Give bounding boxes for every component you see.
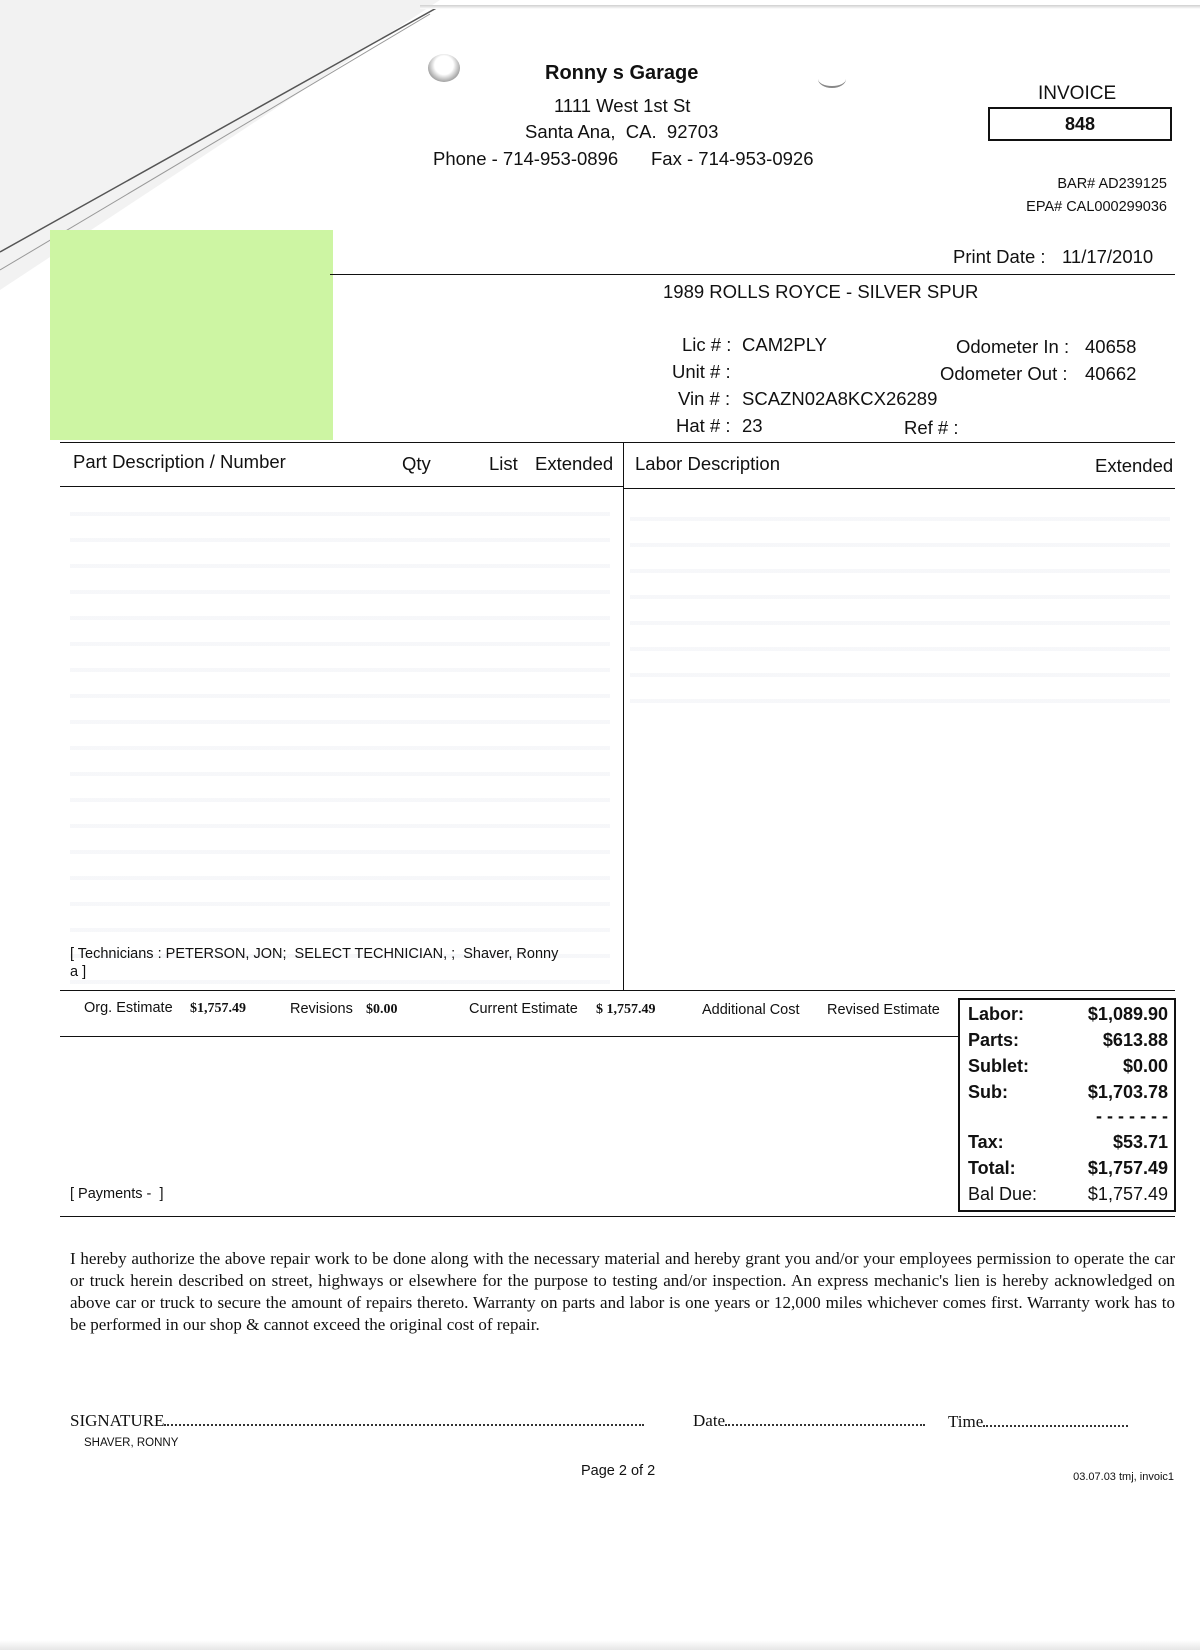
current-estimate-label: Current Estimate [469, 1001, 578, 1017]
vehicle-title: 1989 ROLLS ROYCE - SILVER SPUR [663, 281, 979, 302]
print-date: 11/17/2010 [1062, 246, 1154, 267]
technicians-line-1: [ Technicians : PETERSON, JON; SELECT TECHNICIAN, ; Shaver, Ronny [70, 946, 559, 962]
form-code: 03.07.03 tmj, invoic1 [1073, 1471, 1174, 1483]
additional-cost-label: Additional Cost [702, 1002, 800, 1018]
invoice-number: 848 [988, 107, 1172, 141]
epa-number: EPA# CAL000299036 [1026, 199, 1167, 215]
totals-bal-due-value: $1,757.49 [1087, 1184, 1168, 1204]
col-qty: Qty [402, 453, 431, 474]
odometer-out-value: 40662 [1085, 363, 1137, 384]
time-field [948, 1411, 1128, 1432]
col-labor-extended: Extended [1095, 455, 1174, 476]
totals-sub-label: Sub: [968, 1082, 1008, 1102]
authorization-text: I hereby authorize the above repair work to be done along with the necessary material and hereby grant you and/or your employees permission to operate the car or truck herein described on street, highways or elsewhere for the purpose to testing and/or inspection. An express mechanic's lien is hereby acknowledged on above car or truck to secure the amount of repairs thereto. Warranty on parts and labor is one years or 12,000 miles whichever comes first. Warranty work has to be performed in our shop & cannot exceed the original cost of repair. [70, 1249, 1175, 1334]
bar-number: BAR# AD239125 [1057, 176, 1167, 192]
vin-label: Vin # : [678, 388, 731, 409]
org-estimate-value: $1,757.49 [190, 1001, 246, 1016]
sticky-note [50, 230, 333, 440]
hat-value: 23 [742, 415, 763, 436]
col-part-description: Part Description / Number [73, 451, 286, 472]
shop-city: Santa Ana, CA. 92703 [525, 121, 719, 142]
punch-hole-left [428, 54, 460, 82]
shop-fax: Fax - 714-953-0926 [651, 148, 814, 169]
totals-sublet-label: Sublet: [968, 1056, 1029, 1076]
totals-box [958, 998, 1176, 1212]
signer-name: SHAVER, RONNY [84, 1437, 179, 1449]
punch-hole-right [818, 70, 846, 88]
ref-label: Ref # : [904, 417, 959, 438]
hat-label: Hat # : [676, 415, 731, 436]
odometer-in-label: Odometer In : [956, 336, 1070, 357]
lic-label: Lic # : [682, 334, 732, 355]
totals-labor-label: Labor: [968, 1004, 1024, 1024]
org-estimate-label: Org. Estimate [84, 1000, 173, 1016]
shop-name: Ronny s Garage [545, 62, 699, 84]
revised-estimate-label: Revised Estimate [827, 1002, 940, 1018]
totals-total-label: Total: [968, 1158, 1016, 1178]
time-label: Time [948, 1412, 984, 1431]
totals-labor-value: $1,089.90 [1087, 1004, 1168, 1024]
odometer-in-value: 40658 [1085, 336, 1137, 357]
time-dotted-line [983, 1411, 1128, 1427]
technicians-line-2: a ] [70, 964, 87, 980]
columns-header-rule-right [623, 488, 1175, 489]
current-estimate-value: $ 1,757.49 [596, 1002, 656, 1017]
columns-top-rule [60, 442, 1175, 443]
totals-parts-value: $613.88 [1102, 1030, 1168, 1050]
payments-note: [ Payments - ] [70, 1186, 164, 1202]
date-dotted-line [725, 1410, 925, 1426]
bottom-edge-shadow [0, 1640, 1200, 1650]
col-labor-description: Labor Description [635, 453, 780, 474]
signature-label-text: SIGNATURE [70, 1411, 165, 1430]
signature-dotted-line [164, 1410, 644, 1426]
totals-total-value: $1,757.49 [1087, 1158, 1168, 1178]
columns-header-rule [60, 486, 623, 487]
top-edge-shadow [420, 5, 1200, 9]
page-number: Page 2 of 2 [581, 1463, 656, 1479]
parts-labor-divider [623, 442, 624, 990]
totals-bal-due-label: Bal Due: [968, 1184, 1038, 1204]
print-date-label: Print Date : [953, 246, 1046, 267]
bleed-through-parts [70, 490, 610, 990]
totals-sublet-value: $0.00 [1122, 1056, 1168, 1076]
payments-bottom-rule [60, 1216, 1175, 1217]
totals-parts-label: Parts: [968, 1030, 1020, 1050]
lic-value: CAM2PLY [742, 334, 827, 355]
estimate-top-rule [60, 990, 1175, 991]
revisions-label: Revisions [290, 1001, 353, 1017]
totals-separator: - - - - - - - [1096, 1106, 1168, 1126]
estimate-bottom-rule [60, 1036, 958, 1037]
revisions-value: $0.00 [366, 1002, 398, 1017]
unit-label: Unit # : [672, 361, 731, 382]
totals-sub-value: $1,703.78 [1087, 1082, 1168, 1102]
col-list: List [489, 453, 518, 474]
totals-tax-label: Tax: [968, 1132, 1004, 1152]
date-label: Date [693, 1411, 726, 1430]
shop-phone: Phone - 714-953-0896 [433, 148, 619, 169]
bleed-through-labor [630, 495, 1170, 715]
shop-street: 1111 West 1st St [554, 95, 691, 116]
header-rule [330, 274, 1175, 275]
invoice-label: INVOICE [1038, 83, 1117, 104]
odometer-out-label: Odometer Out : [940, 363, 1068, 384]
date-field [693, 1410, 925, 1431]
totals-tax-value: $53.71 [1112, 1132, 1168, 1152]
signature-label [70, 1410, 644, 1431]
vin-value: SCAZN02A8KCX26289 [742, 388, 938, 409]
col-extended: Extended [535, 453, 614, 474]
